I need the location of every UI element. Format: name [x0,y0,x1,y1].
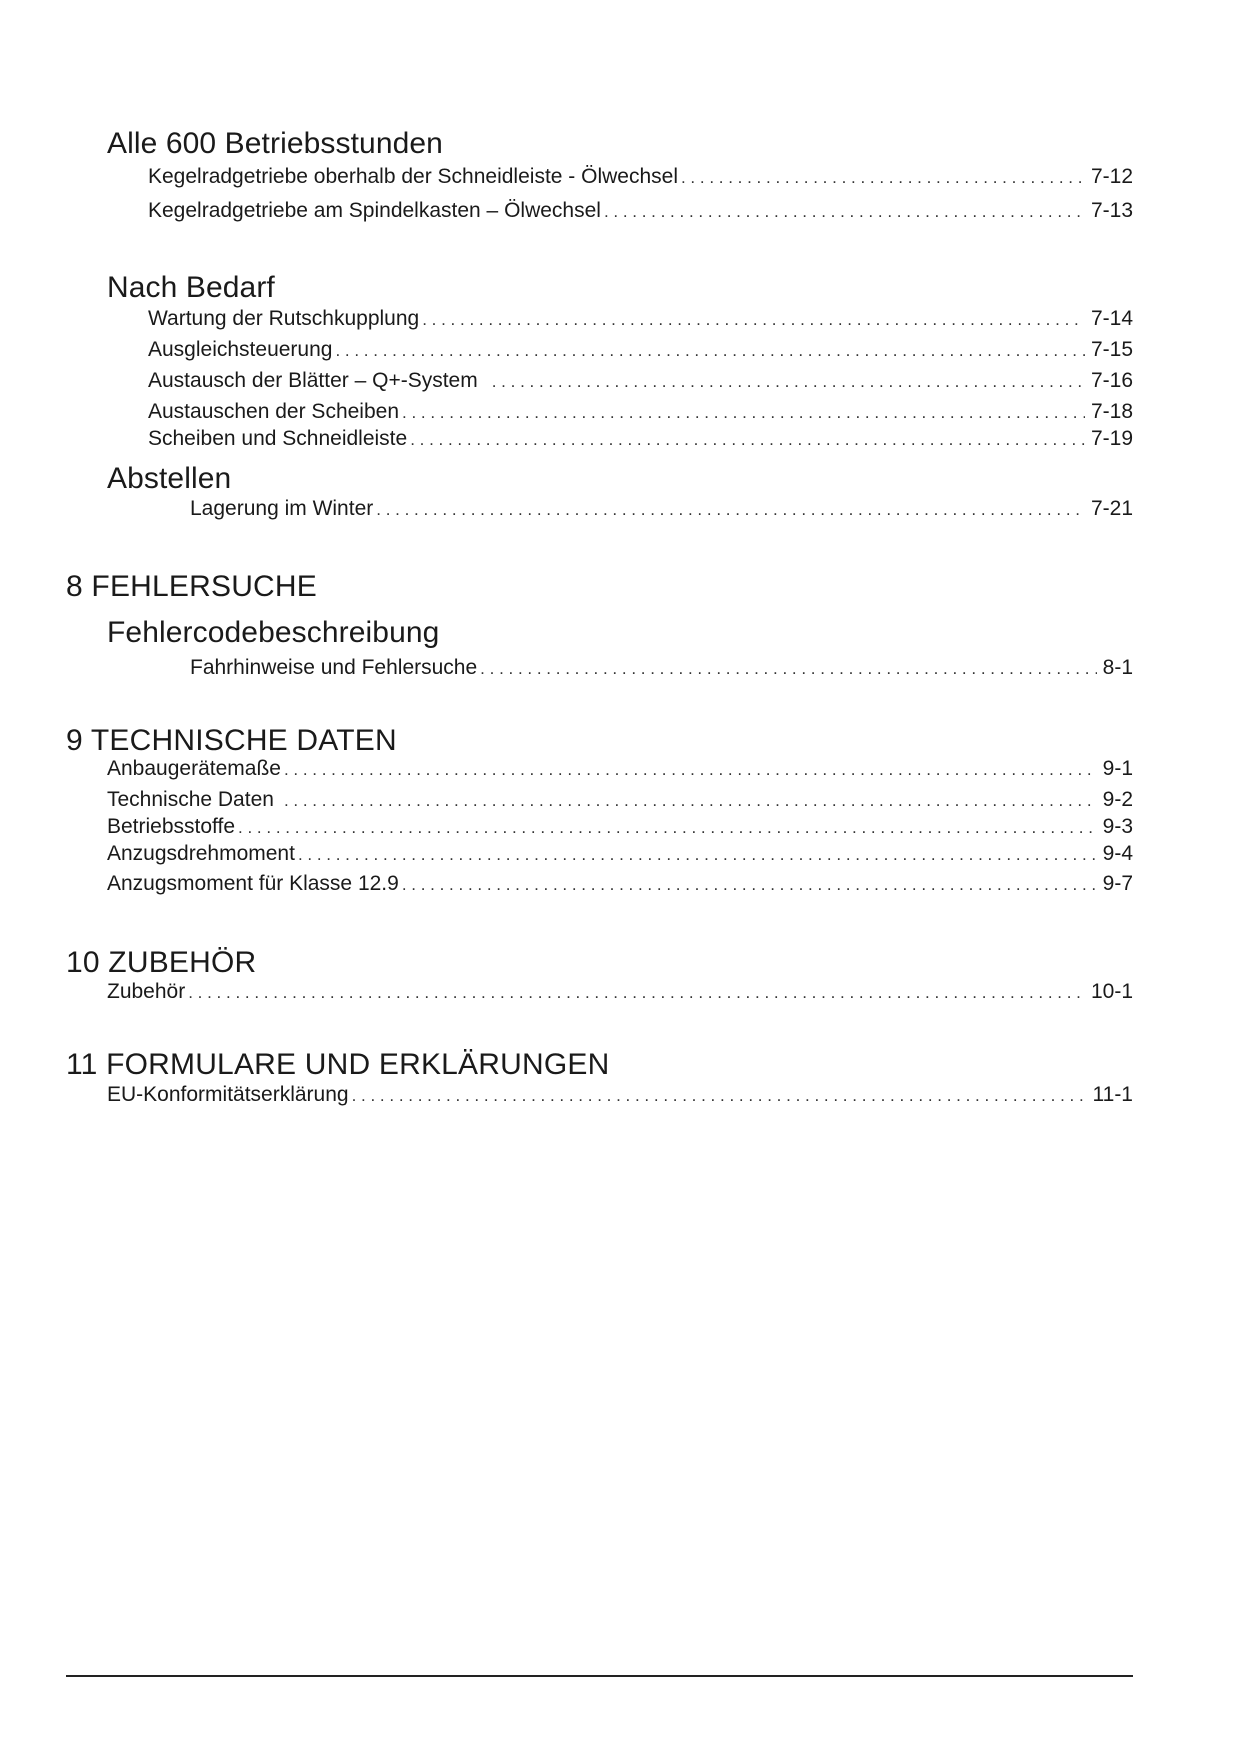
chapter-heading-10: 10 ZUBEHÖR [66,946,257,979]
toc-entry[interactable] [148,369,1133,394]
toc-entry-label: Lagerung im Winter [190,497,374,520]
toc-entry-label: Kegelradgetriebe am Spindelkasten – Ölwechsel [148,199,601,222]
toc-entry[interactable] [107,788,1133,813]
dot-leader [681,166,1085,190]
dot-leader [335,339,1085,363]
chapter-heading-9: 9 TECHNISCHE DATEN [66,724,397,757]
toc-entry-page: 9-2 [1102,788,1133,811]
chapter-heading-11: 11 FORMULARE UND ERKLÄRUNGEN [66,1048,610,1081]
dot-leader [492,370,1085,394]
toc-entry-page: 11-1 [1092,1083,1133,1106]
footer-rule [66,1675,1133,1677]
dot-leader [284,758,1097,782]
toc-entry-page: 7-18 [1090,400,1133,423]
dot-leader [298,843,1097,867]
toc-entry[interactable] [107,842,1133,867]
toc-entry-label: Austausch der Blätter – Q+-System [148,369,478,392]
dot-leader [188,981,1085,1005]
toc-entry[interactable] [148,199,1133,224]
dot-leader [284,789,1097,813]
toc-entry-page: 7-15 [1090,338,1133,361]
toc-entry-label: Betriebsstoffe [107,815,236,838]
toc-entry-page: 7-21 [1090,497,1133,520]
dot-leader [480,657,1096,681]
dot-leader [604,200,1085,224]
toc-entry-page: 7-16 [1090,369,1133,392]
toc-entry-page: 7-19 [1090,427,1133,450]
section-heading-600-hours: Alle 600 Betriebsstunden [107,127,443,160]
dot-leader [422,308,1085,332]
toc-entry-page: 7-13 [1090,199,1133,222]
toc-entry-label: Fahrhinweise und Fehlersuche [190,656,478,679]
section-heading-error-codes: Fehlercodebeschreibung [107,616,440,649]
section-heading-as-needed: Nach Bedarf [107,271,275,304]
toc-entry[interactable] [148,307,1133,332]
dot-leader [238,816,1097,840]
toc-entry[interactable] [190,656,1133,681]
toc-entry[interactable] [107,1083,1133,1108]
toc-entry[interactable] [148,400,1133,425]
toc-entry[interactable] [190,497,1133,522]
dot-leader [410,428,1085,452]
toc-entry[interactable] [107,980,1133,1005]
toc-entry-page: 9-4 [1102,842,1133,865]
dot-leader [402,401,1085,425]
toc-entry-page: 8-1 [1102,656,1133,679]
toc-entry-label: Technische Daten [107,788,274,811]
toc-entry-page: 9-1 [1102,757,1133,780]
toc-entry-label: EU-Konformitätserklärung [107,1083,349,1106]
section-heading-shutdown: Abstellen [107,462,232,495]
toc-entry-label: Anzugsmoment für Klasse 12.9 [107,872,399,895]
dot-leader [352,1084,1087,1108]
toc-entry[interactable] [107,757,1133,782]
toc-entry-label: Austauschen der Scheiben [148,400,400,423]
toc-entry-page: 10-1 [1090,980,1133,1003]
toc-entry[interactable] [107,872,1133,897]
toc-entry-label: Kegelradgetriebe oberhalb der Schneidleiste - Ölwechsel [148,165,678,188]
toc-entry-label: Ausgleichsteuerung [148,338,333,361]
toc-entry-label: Scheiben und Schneidleiste [148,427,408,450]
dot-leader [402,873,1097,897]
toc-entry-page: 9-7 [1102,872,1133,895]
toc-entry[interactable] [107,815,1133,840]
dot-leader [376,498,1085,522]
chapter-heading-8: 8 FEHLERSUCHE [66,570,317,603]
toc-entry[interactable] [148,165,1133,190]
toc-entry-page: 7-14 [1090,307,1133,330]
toc-entry-label: Zubehör [107,980,186,1003]
toc-entry[interactable] [148,338,1133,363]
toc-entry-label: Anbaugerätemaße [107,757,281,780]
toc-entry-label: Wartung der Rutschkupplung [148,307,420,330]
toc-entry[interactable] [148,427,1133,452]
toc-entry-page: 9-3 [1102,815,1133,838]
toc-entry-page: 7-12 [1090,165,1133,188]
toc-entry-label: Anzugsdrehmoment [107,842,295,865]
